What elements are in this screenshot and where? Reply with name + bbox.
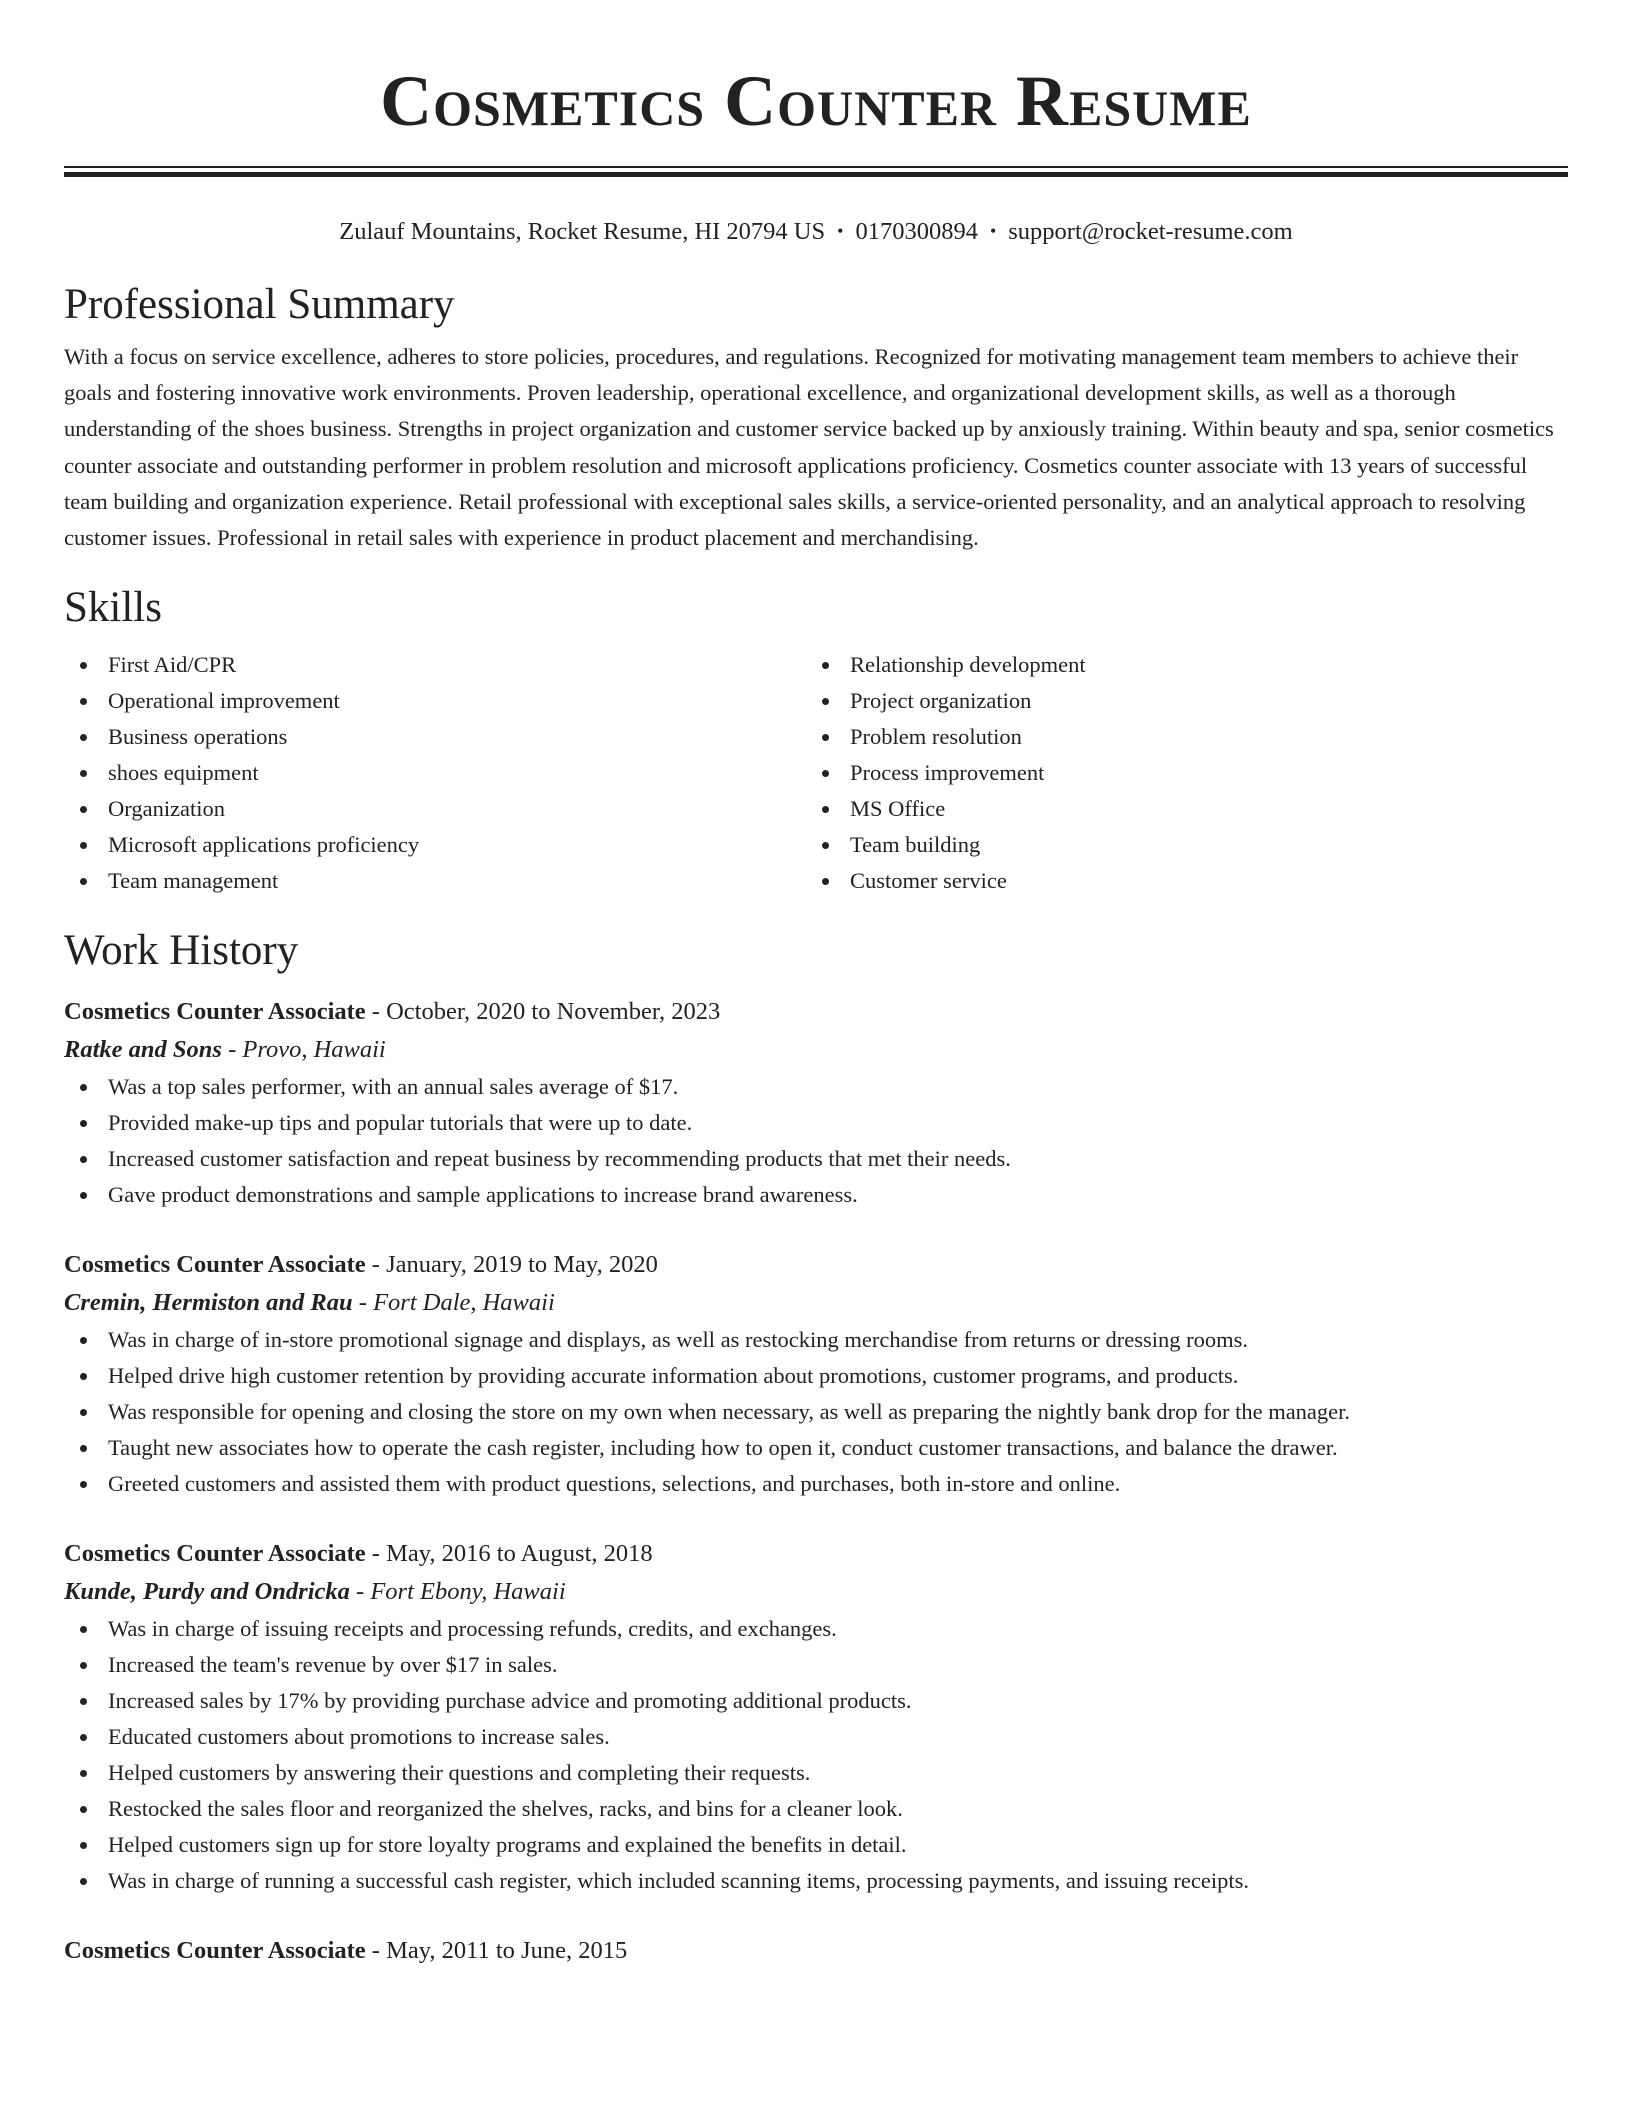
- job-bullet: Was in charge of in-store promotional signage and displays, as well as restocking merchandise from returns or dressing rooms.: [64, 1322, 1568, 1358]
- skill-item: Team building: [806, 827, 1548, 863]
- job-company: Kunde, Purdy and Ondricka: [64, 1578, 350, 1606]
- skills-column-right: [806, 647, 1548, 899]
- job-bullet: Educated customers about promotions to increase sales.: [64, 1719, 1568, 1755]
- job-title: Cosmetics Counter Associate: [64, 1251, 366, 1279]
- job-title: Cosmetics Counter Associate: [64, 998, 366, 1026]
- job-dash: -: [365, 1540, 387, 1568]
- contact-separator: •: [989, 221, 997, 241]
- job-dash: -: [365, 1251, 387, 1279]
- divider-thick-line: [64, 172, 1568, 177]
- job-bullet: Was a top sales performer, with an annual sales average of $17.: [64, 1069, 1568, 1105]
- job-bullet: Helped drive high customer retention by providing accurate information about promotions, customer programs, and products.: [64, 1358, 1568, 1394]
- job-dates: October, 2020 to November, 2023: [386, 998, 721, 1026]
- job-header: [64, 1246, 1568, 1284]
- job-dash: -: [349, 1578, 371, 1606]
- job-bullet-list: [64, 1322, 1568, 1502]
- job-bullet: Increased customer satisfaction and repeat business by recommending products that met their needs.: [64, 1141, 1568, 1177]
- section-heading-skills: Skills: [64, 584, 162, 632]
- job-header: [64, 993, 1568, 1031]
- skill-item: shoes equipment: [64, 755, 806, 791]
- job-list: [64, 993, 1568, 1970]
- skill-item: First Aid/CPR: [64, 647, 806, 683]
- skill-item: Team management: [64, 863, 806, 899]
- job-entry: [64, 1246, 1568, 1502]
- divider-thin-line: [64, 166, 1568, 168]
- skill-item: MS Office: [806, 791, 1548, 827]
- skills-column-left: [64, 647, 806, 899]
- job-bullet-list: [64, 1069, 1568, 1213]
- job-bullet: Greeted customers and assisted them with product questions, selections, and purchases, both in-store and online.: [64, 1466, 1568, 1502]
- job-location: Fort Dale, Hawaii: [373, 1289, 555, 1317]
- job-company-line: [64, 1573, 1568, 1611]
- resume-title: Cosmetics Counter Resume: [380, 61, 1252, 141]
- job-dates: May, 2016 to August, 2018: [386, 1540, 653, 1568]
- skill-item: Business operations: [64, 719, 806, 755]
- job-location: Provo, Hawaii: [242, 1036, 386, 1064]
- contact-email[interactable]: support@rocket-resume.com: [1008, 218, 1293, 245]
- job-bullet: Increased sales by 17% by providing purchase advice and promoting additional products.: [64, 1683, 1568, 1719]
- job-dates: May, 2011 to June, 2015: [386, 1937, 628, 1965]
- skills-grid: [64, 647, 1568, 899]
- job-company: Cremin, Hermiston and Rau: [64, 1289, 353, 1317]
- skill-item: Process improvement: [806, 755, 1548, 791]
- job-bullet: Gave product demonstrations and sample applications to increase brand awareness.: [64, 1177, 1568, 1213]
- job-bullet: Helped customers by answering their questions and completing their requests.: [64, 1755, 1568, 1791]
- job-header: [64, 1535, 1568, 1573]
- job-bullet-list: [64, 1611, 1568, 1899]
- contact-phone: 0170300894: [855, 218, 978, 245]
- job-title: Cosmetics Counter Associate: [64, 1937, 366, 1965]
- job-company-line: [64, 1284, 1568, 1322]
- skill-item: Organization: [64, 791, 806, 827]
- job-bullet: Was responsible for opening and closing the store on my own when necessary, as well as preparing the nightly bank drop for the manager.: [64, 1394, 1568, 1430]
- contact-separator: •: [837, 221, 844, 241]
- job-location: Fort Ebony, Hawaii: [370, 1578, 566, 1606]
- job-bullet: Increased the team's revenue by over $17 in sales.: [64, 1647, 1568, 1683]
- contact-line: [64, 216, 1568, 247]
- job-entry: [64, 1932, 1568, 1970]
- skill-item: Customer service: [806, 863, 1548, 899]
- job-dash: -: [352, 1289, 374, 1317]
- job-company-line: [64, 1031, 1568, 1069]
- job-entry: [64, 1535, 1568, 1899]
- title-divider: [64, 166, 1568, 178]
- job-bullet: Provided make-up tips and popular tutorials that were up to date.: [64, 1105, 1568, 1141]
- skill-item: Relationship development: [806, 647, 1548, 683]
- summary-section: [64, 279, 1568, 556]
- job-title: Cosmetics Counter Associate: [64, 1540, 366, 1568]
- skill-item: Problem resolution: [806, 719, 1548, 755]
- contact-address: Zulauf Mountains, Rocket Resume, HI 20794 US: [339, 218, 826, 245]
- work-history-section: [64, 925, 1568, 1970]
- job-dash: -: [365, 1937, 387, 1965]
- job-dash: -: [365, 998, 387, 1026]
- summary-paragraph: With a focus on service excellence, adheres to store policies, procedures, and regulations. Recognized for motivating management team members to achieve their goals and fostering innovative work environments. Proven leadership, operational excellence, and organizational development skills, as well as a thorough understanding of the shoes business. Strengths in project organization and customer service backed up by anxiously training. Within beauty and spa, senior cosmetics counter associate and outstanding performer in problem resolution and microsoft applications proficiency. Cosmetics counter associate with 13 years of successful team building and organization experience. Retail professional with exceptional sales skills, a service-oriented personality, and an analytical approach to resolving customer issues. Professional in retail sales with experience in product placement and merchandising.: [64, 344, 1554, 551]
- skill-item: Operational improvement: [64, 683, 806, 719]
- skills-section: [64, 582, 1568, 899]
- job-dash: -: [221, 1036, 243, 1064]
- job-dates: January, 2019 to May, 2020: [386, 1251, 658, 1279]
- job-header: [64, 1932, 1568, 1970]
- skill-item: Project organization: [806, 683, 1548, 719]
- job-entry: [64, 993, 1568, 1213]
- job-bullet: Restocked the sales floor and reorganized the shelves, racks, and bins for a cleaner look.: [64, 1791, 1568, 1827]
- job-bullet: Was in charge of issuing receipts and processing refunds, credits, and exchanges.: [64, 1611, 1568, 1647]
- job-bullet: Helped customers sign up for store loyalty programs and explained the benefits in detail.: [64, 1827, 1568, 1863]
- job-bullet: Taught new associates how to operate the cash register, including how to open it, conduct customer transactions, and balance the drawer.: [64, 1430, 1568, 1466]
- job-bullet: Was in charge of running a successful cash register, which included scanning items, processing payments, and issuing receipts.: [64, 1863, 1568, 1899]
- resume-page: [64, 0, 1568, 1970]
- job-company: Ratke and Sons: [64, 1036, 222, 1064]
- section-heading-work-history: Work History: [64, 927, 299, 975]
- section-heading-summary: Professional Summary: [64, 281, 455, 328]
- skill-item: Microsoft applications proficiency: [64, 827, 806, 863]
